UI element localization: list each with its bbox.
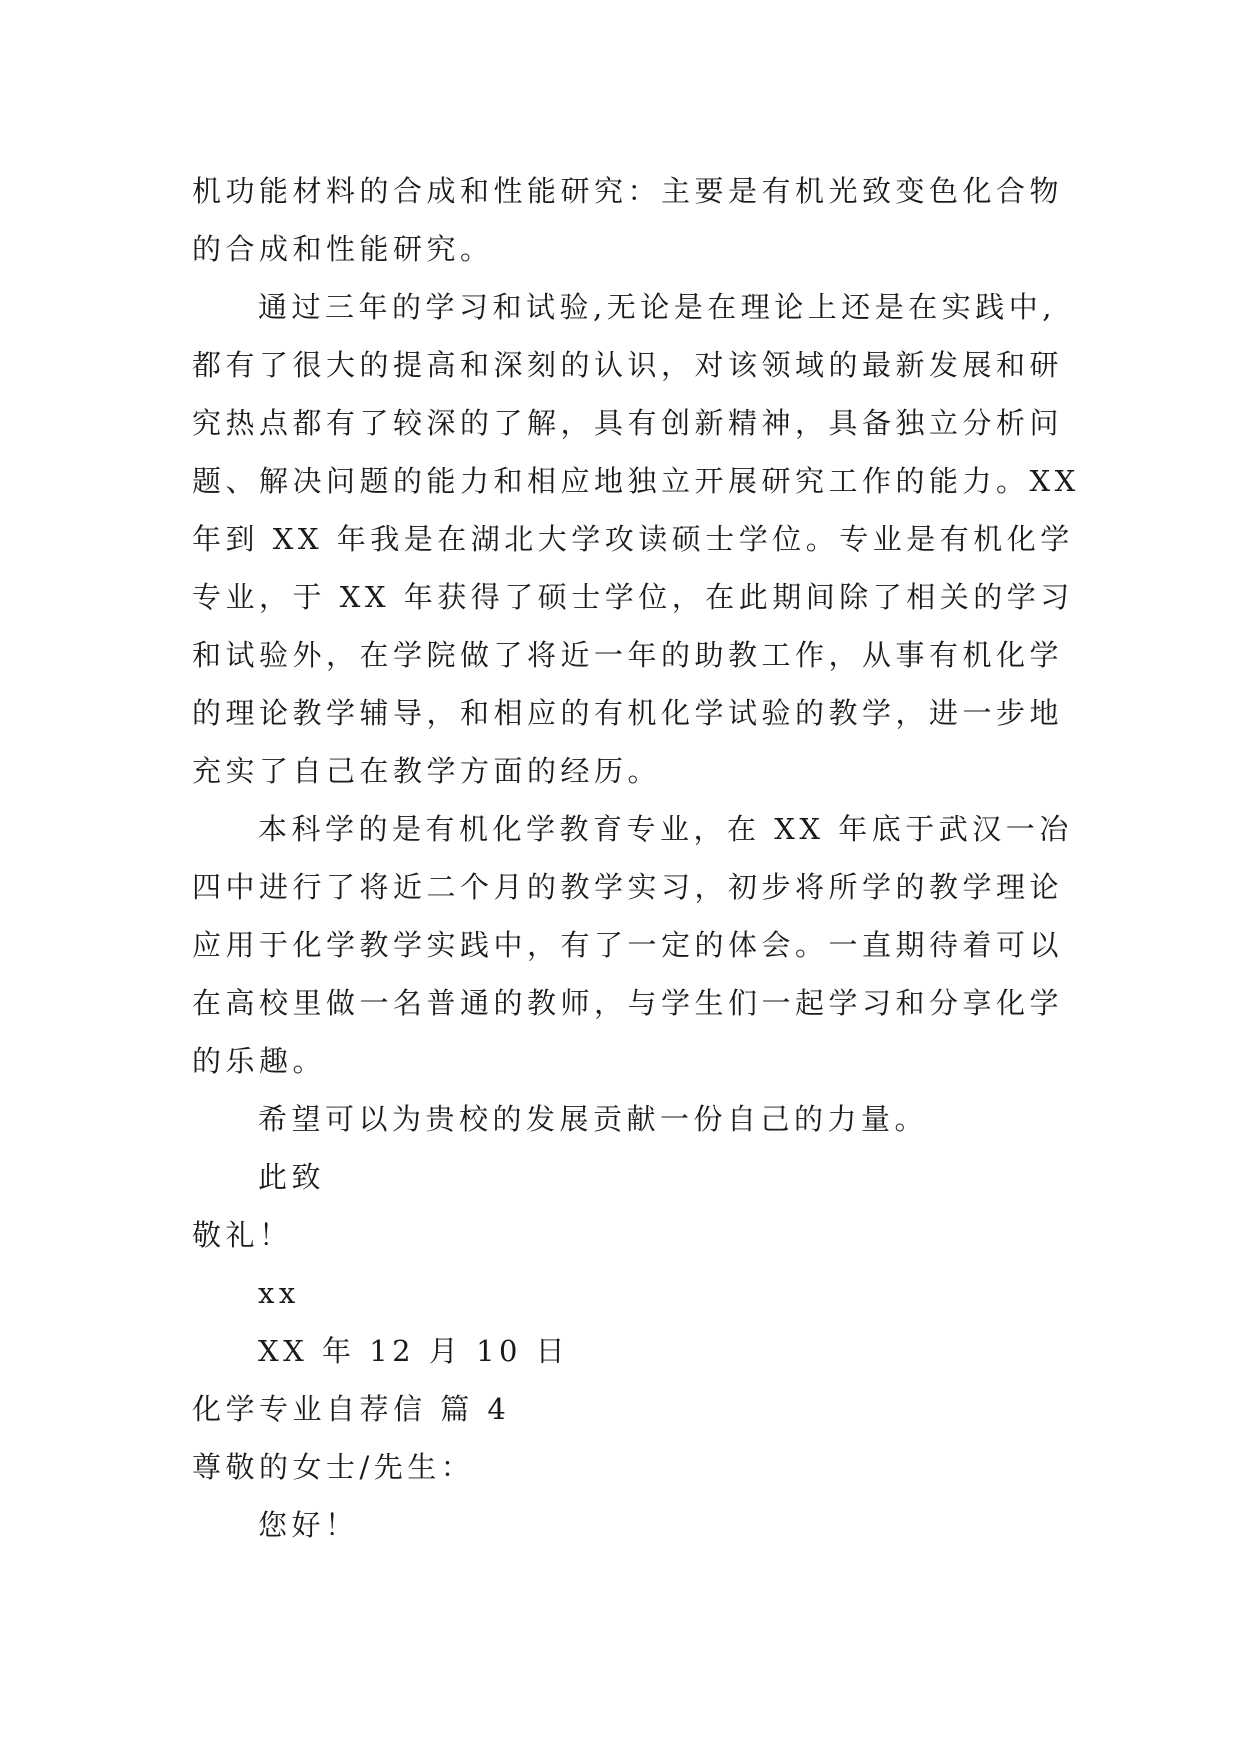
text-line: 本科学的是有机化学教育专业，在 XX 年底于武汉一冶: [258, 812, 1073, 846]
text-line: 四中进行了将近二个月的教学实习，初步将所学的教学理论: [192, 870, 1064, 904]
text-line: 您好！: [258, 1508, 359, 1542]
text-line: xx: [258, 1276, 300, 1310]
text-line: 和试验外，在学院做了将近一年的助教工作，从事有机化学: [192, 638, 1064, 672]
text-line: 机功能材料的合成和性能研究：主要是有机光致变色化合物: [192, 174, 1064, 208]
text-line: XX 年 12 月 10 日: [258, 1334, 570, 1368]
text-line: 化学专业自荐信 篇 4: [192, 1392, 511, 1426]
text-line: 题、解决问题的能力和相应地独立开展研究工作的能力。XX: [192, 464, 1080, 498]
text-line: 的合成和性能研究。: [192, 232, 494, 266]
text-line: 年到 XX 年我是在湖北大学攻读硕士学位。专业是有机化学: [192, 522, 1074, 556]
text-line: 专业，于 XX 年获得了硕士学位，在此期间除了相关的学习: [192, 580, 1074, 614]
text-line: 应用于化学教学实践中，有了一定的体会。一直期待着可以: [192, 928, 1064, 962]
text-line: 敬礼！: [192, 1218, 293, 1252]
text-line: 都有了很大的提高和深刻的认识，对该领域的最新发展和研: [192, 348, 1064, 382]
text-line: 通过三年的学习和试验,无论是在理论上还是在实践中,: [258, 290, 1056, 324]
text-line: 希望可以为贵校的发展贡献一份自己的力量。: [258, 1102, 929, 1136]
document-body: [192, 162, 1092, 1554]
text-line: 在高校里做一名普通的教师，与学生们一起学习和分享化学: [192, 986, 1064, 1020]
text-line: 究热点都有了较深的了解，具有创新精神，具备独立分析问: [192, 406, 1064, 440]
text-line: 的理论教学辅导，和相应的有机化学试验的教学，进一步地: [192, 696, 1064, 730]
text-line: 尊敬的女士/先生：: [192, 1450, 475, 1484]
text-line: 充实了自己在教学方面的经历。: [192, 754, 662, 788]
text-line: 的乐趣。: [192, 1044, 327, 1078]
text-line: 此致: [258, 1160, 326, 1194]
